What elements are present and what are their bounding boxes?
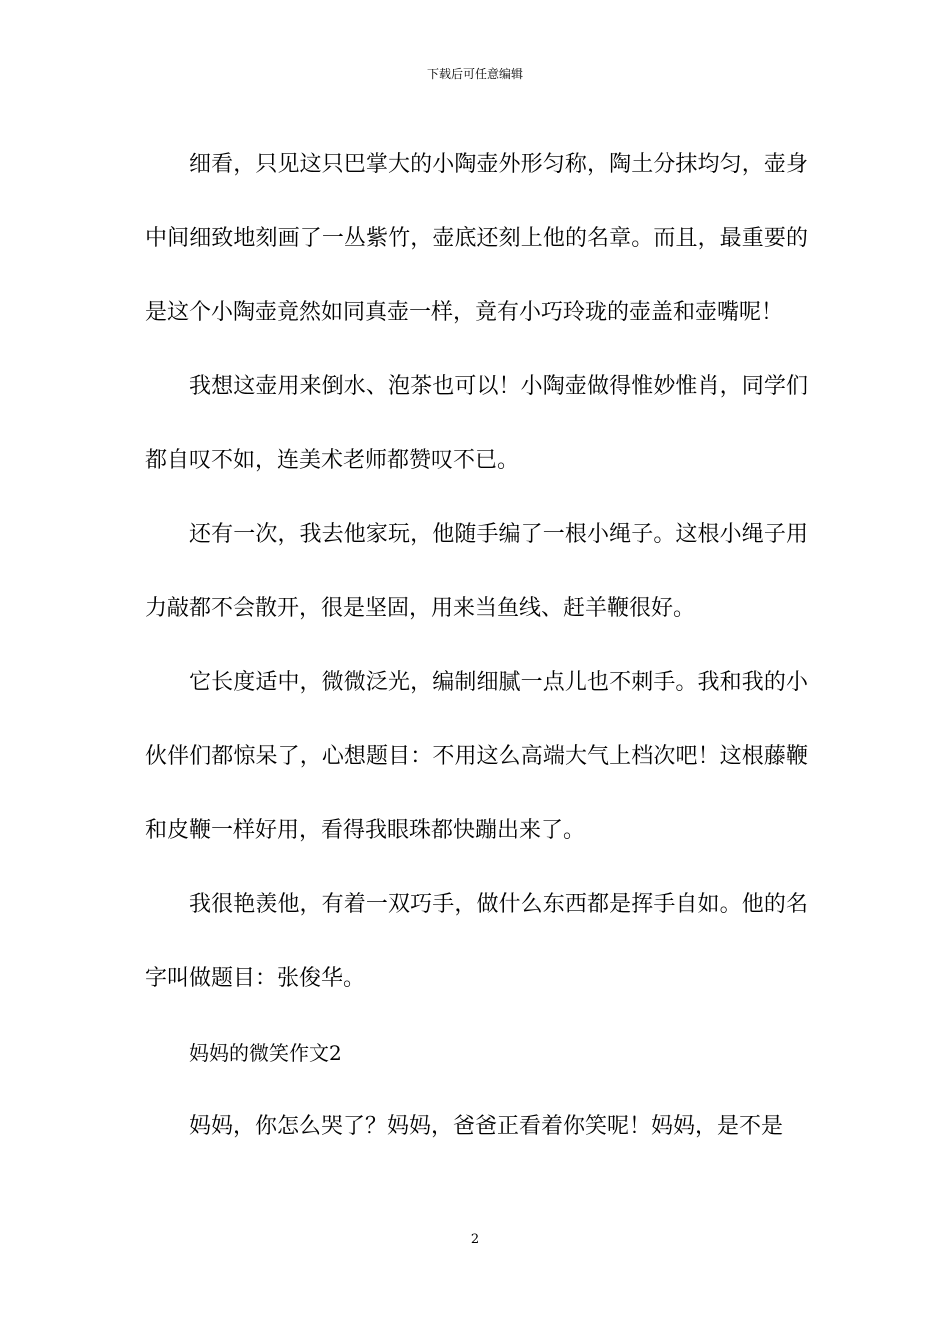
paragraph-rope-detail: 它长度适中，微微泛光，编制细腻一点儿也不刺手。我和我的小伙伴们都惊呆了，心想题目：不用这么高端大气上档次吧！这根藤鞭和皮鞭一样好用，看得我眼珠都快蹦出来了。	[145, 670, 808, 843]
paragraph-teapot-praise: 我想这壶用来倒水、泡茶也可以！小陶壶做得惟妙惟肖，同学们都自叹不如，连美术老师都赞叹不已。	[145, 374, 808, 473]
page-number: 2	[470, 1232, 480, 1247]
paragraph-rope: 还有一次，我去他家玩，他随手编了一根小绳子。这根小绳子用力敲都不会散开，很是坚固，用来当鱼线、赶羊鞭很好。	[145, 522, 808, 621]
paragraph-admiration: 我很艳羡他，有着一双巧手，做什么东西都是挥手自如。他的名字叫做题目：张俊华。	[145, 892, 808, 991]
page-header: 下载后可任意编辑	[426, 67, 523, 81]
paragraph-mother: 妈妈，你怎么哭了？妈妈，爸爸正看着你笑呢！妈妈，是不是	[189, 1114, 784, 1139]
paragraph-teapot: 细看，只见这只巴掌大的小陶壶外形匀称，陶土分抹均匀，壶身中间细致地刻画了一丛紫竹，壶底还刻上他的名章。而且，最重要的是这个小陶壶竟然如同真壶一样，竟有小巧玲珑的壶盖和壶嘴呢！	[145, 152, 808, 325]
section-title: 妈妈的微笑作文2	[189, 1041, 342, 1065]
document-body	[145, 128, 808, 1164]
